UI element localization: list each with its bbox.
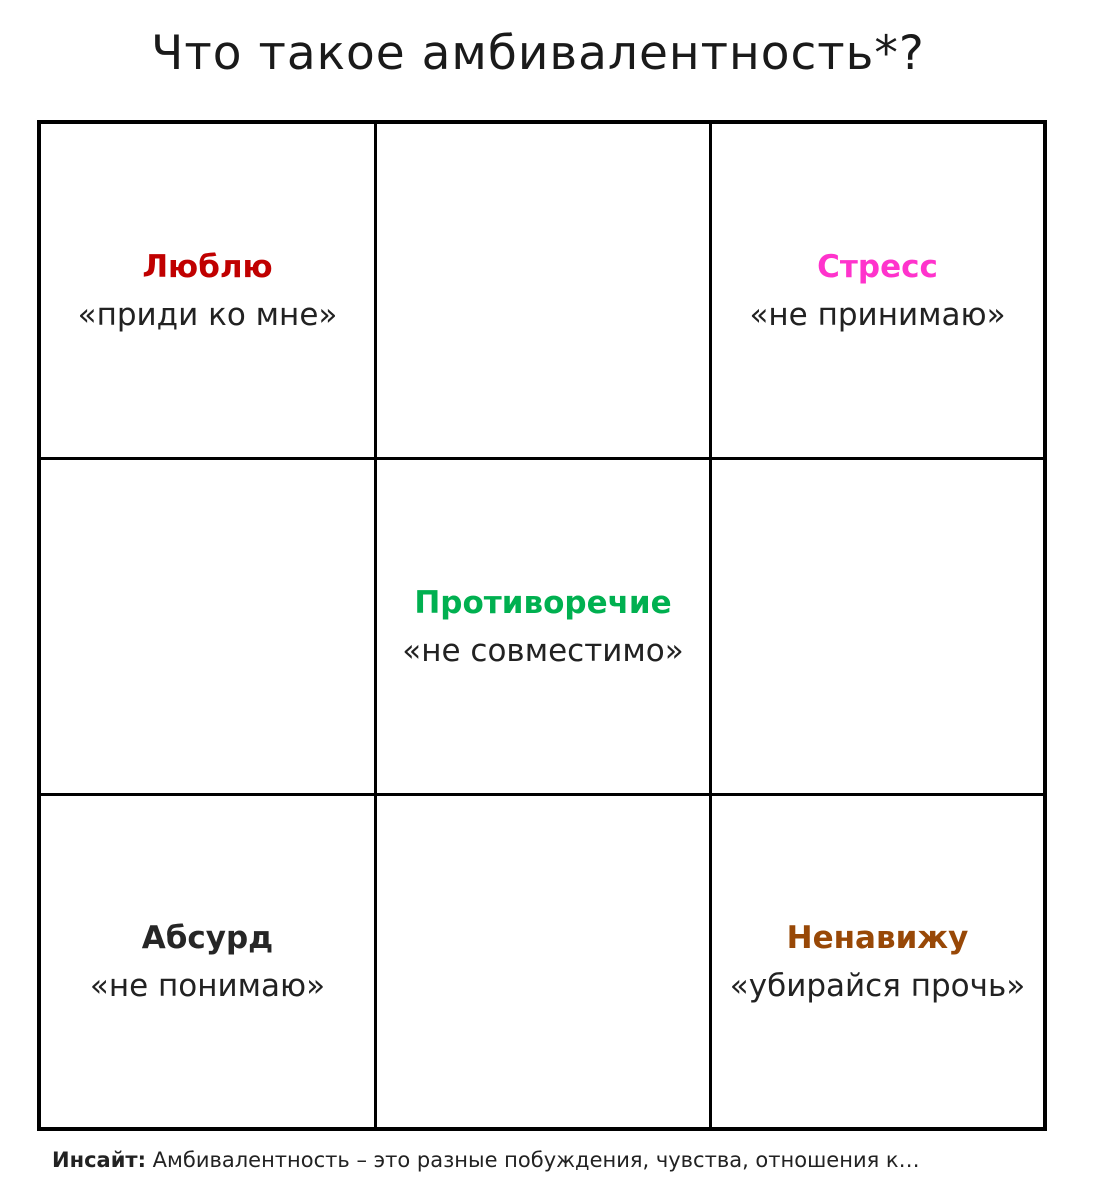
cell-bottom-left — [41, 796, 377, 1127]
cell-center — [377, 460, 712, 796]
cell-top-right — [712, 124, 1043, 460]
cell-label-contradiction: Противоречие — [414, 584, 672, 621]
footnote — [52, 1148, 920, 1172]
cell-label-hate: Ненавижу — [786, 919, 969, 956]
cell-middle-right — [712, 460, 1043, 796]
cell-bottom-right — [712, 796, 1043, 1127]
cell-phrase-love: «приди ко мне» — [77, 296, 338, 333]
cell-phrase-stress: «не принимаю» — [749, 296, 1006, 333]
cell-label-love: Люблю — [142, 248, 273, 285]
footnote-text: Амбивалентность – это разные побуждения, чувства, отношения к… — [146, 1148, 920, 1172]
cell-phrase-hate: «убирайся прочь» — [729, 967, 1026, 1004]
cell-label-absurd: Абсурд — [141, 919, 274, 956]
diagram-title: Что такое амбивалентность*? — [151, 26, 925, 81]
cell-bottom-middle — [377, 796, 712, 1127]
cell-middle-left — [41, 460, 377, 796]
cell-phrase-contradiction: «не совместимо» — [402, 632, 684, 669]
cell-top-left — [41, 124, 377, 460]
ambivalence-grid — [37, 120, 1047, 1131]
cell-top-middle — [377, 124, 712, 460]
cell-phrase-absurd: «не понимаю» — [89, 967, 326, 1004]
cell-label-stress: Стресс — [817, 248, 938, 285]
footnote-key: Инсайт: — [52, 1148, 146, 1172]
